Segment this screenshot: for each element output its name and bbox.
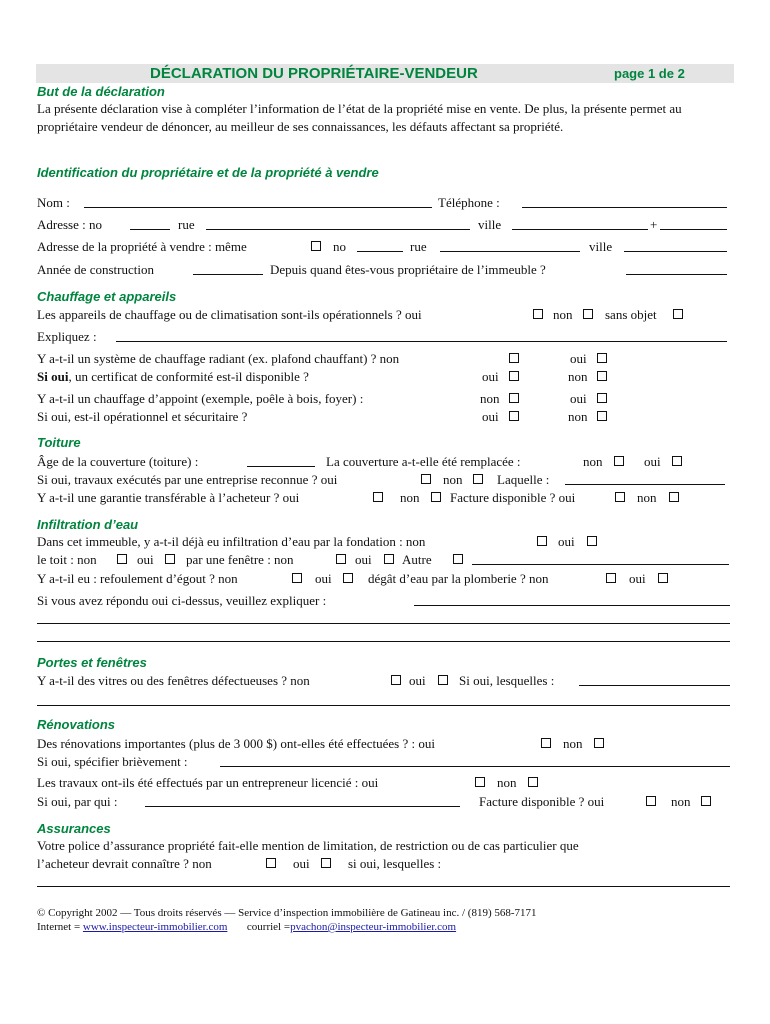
- toiture-facture-non-checkbox[interactable]: [669, 492, 679, 502]
- expliquez-field[interactable]: [116, 341, 727, 342]
- telephone-field[interactable]: [522, 207, 727, 208]
- chauffage-q5-oui-label: oui: [482, 409, 499, 424]
- infiltration-autre-checkbox[interactable]: [453, 554, 463, 564]
- assurances-non-checkbox[interactable]: [266, 858, 276, 868]
- expliquez-label: Expliquez :: [37, 329, 97, 344]
- infiltration-fondation-oui-checkbox[interactable]: [587, 536, 597, 546]
- annee-label: Année de construction: [37, 262, 154, 277]
- propriete-no-field[interactable]: [357, 251, 403, 252]
- chauffage-q2-non-checkbox[interactable]: [509, 353, 519, 363]
- infiltration-autre-field[interactable]: [472, 564, 729, 565]
- toiture-travaux-non-label: non: [443, 472, 463, 487]
- portes-lesquelles-line-2[interactable]: [37, 705, 730, 706]
- chauffage-q5-non-label: non: [568, 409, 588, 424]
- rue-field[interactable]: [206, 229, 470, 230]
- infiltration-toit-oui-label: oui: [137, 552, 154, 567]
- renovations-licencie-non-label: non: [497, 775, 517, 790]
- portes-q1: Y a-t-il des vitres ou des fenêtres défectueuses ? non: [37, 673, 310, 688]
- infiltration-fenetre-oui-label: oui: [355, 552, 372, 567]
- infiltration-autre-label: Autre: [402, 552, 432, 567]
- assurances-oui-checkbox[interactable]: [321, 858, 331, 868]
- infiltration-expliquer-label: Si vous avez répondu oui ci-dessus, veuillez expliquer :: [37, 593, 327, 608]
- section-heading-chauffage: Chauffage et appareils: [37, 289, 177, 304]
- renovations-q1: Des rénovations importantes (plus de 3 000 $) ont-elles été effectuées ? : oui: [37, 736, 435, 751]
- infiltration-fenetre-non-checkbox[interactable]: [336, 554, 346, 564]
- infiltration-degat-oui-checkbox[interactable]: [658, 573, 668, 583]
- renovations-licencie-label: Les travaux ont-ils été effectués par un entrepreneur licencié : oui: [37, 775, 379, 790]
- renovations-facture-label: Facture disponible ? oui: [479, 794, 605, 809]
- infiltration-expliquer-line-3[interactable]: [37, 641, 730, 642]
- toiture-laquelle-label: Laquelle :: [497, 472, 550, 487]
- infiltration-degat-oui-label: oui: [629, 571, 646, 586]
- assurances-text-1: Votre police d’assurance propriété fait-elle mention de limitation, de restriction ou de cas particulier que: [37, 838, 579, 853]
- renovations-oui-checkbox[interactable]: [541, 738, 551, 748]
- chauffage-q5-non-checkbox[interactable]: [597, 411, 607, 421]
- toiture-garantie-non-label: non: [400, 490, 420, 505]
- footer-courriel-label: courriel =: [246, 921, 291, 933]
- adresse-no-label: Adresse : no: [37, 217, 102, 232]
- portes-lesquelles-label: Si oui, lesquelles :: [459, 673, 555, 688]
- propriete-ville-label: ville: [589, 239, 613, 254]
- toiture-travaux-oui-checkbox[interactable]: [421, 474, 431, 484]
- adresse-propriete-label: Adresse de la propriété à vendre : même: [37, 239, 247, 254]
- footer-internet-label: Internet =: [37, 921, 81, 933]
- chauffage-q1-sans-objet-label: sans objet: [605, 307, 657, 322]
- toiture-remplacee-non-checkbox[interactable]: [614, 456, 624, 466]
- renovations-facture-oui-checkbox[interactable]: [646, 796, 656, 806]
- toiture-laquelle-field[interactable]: [565, 484, 725, 485]
- ville-label: ville: [478, 217, 502, 232]
- footer-contact: [37, 920, 456, 934]
- chauffage-q1-sans-objet-checkbox[interactable]: [673, 309, 683, 319]
- depuis-field[interactable]: [626, 274, 727, 275]
- assurances-oui-label: oui: [293, 856, 310, 871]
- section-heading-infiltration: Infiltration d’eau: [37, 517, 139, 532]
- chauffage-q1-non-label: non: [553, 307, 573, 322]
- renovations-specifier-label: Si oui, spécifier brièvement :: [37, 754, 188, 769]
- toiture-remplacee-oui-checkbox[interactable]: [672, 456, 682, 466]
- toiture-facture-non-label: non: [637, 490, 657, 505]
- section-heading-renovations: Rénovations: [37, 717, 116, 732]
- chauffage-q4-oui-label: oui: [570, 391, 587, 406]
- email-link[interactable]: pvachon@inspecteur-immobilier.com: [290, 921, 457, 933]
- ville-field[interactable]: [512, 229, 648, 230]
- infiltration-degat-label: dégât d’eau par la plomberie ? non: [368, 571, 549, 586]
- chauffage-q3-oui-label: oui: [482, 369, 499, 384]
- infiltration-expliquer-line-2[interactable]: [37, 623, 730, 624]
- assurances-lesquelles-label: si oui, lesquelles :: [348, 856, 442, 871]
- chauffage-q5-oui-checkbox[interactable]: [509, 411, 519, 421]
- propriete-no-label: no: [333, 239, 346, 254]
- infiltration-refoulement-label: Y a-t-il eu : refoulement d’égout ? non: [37, 571, 238, 586]
- chauffage-q5: Si oui, est-il opérationnel et sécuritaire ?: [37, 409, 248, 424]
- chauffage-q3-si-oui: Si oui: [37, 369, 69, 384]
- section-heading-purpose: But de la déclaration: [37, 84, 165, 99]
- chauffage-q3-oui-checkbox[interactable]: [509, 371, 519, 381]
- chauffage-q3-text: , un certificat de conformité est-il disponible ?: [68, 369, 309, 384]
- toiture-garantie-label: Y a-t-il une garantie transférable à l’acheteur ? oui: [37, 490, 300, 505]
- infiltration-degat-non-checkbox[interactable]: [606, 573, 616, 583]
- section-heading-portes: Portes et fenêtres: [37, 655, 147, 670]
- purpose-text: La présente déclaration vise à compléter l’information de l’état de la propriété mise en vente. De plus, la présente permet au propriétaire vendeur de dénoncer, au meilleur de ses connaissances, les défauts affectant sa propriété.: [37, 101, 682, 134]
- infiltration-refoulement-non-checkbox[interactable]: [292, 573, 302, 583]
- toiture-remplacee-oui-label: oui: [644, 454, 661, 469]
- chauffage-q1-oui-checkbox[interactable]: [533, 309, 543, 319]
- annee-field[interactable]: [193, 274, 263, 275]
- toiture-age-field[interactable]: [247, 466, 315, 467]
- toiture-garantie-non-checkbox[interactable]: [431, 492, 441, 502]
- code-field[interactable]: [660, 229, 727, 230]
- portes-lesquelles-field[interactable]: [579, 685, 730, 686]
- renovations-licencie-non-checkbox[interactable]: [528, 777, 538, 787]
- renovations-non-label: non: [563, 736, 583, 751]
- rue-label: rue: [178, 217, 195, 232]
- renovations-specifier-field[interactable]: [220, 766, 730, 767]
- chauffage-q2-oui-checkbox[interactable]: [597, 353, 607, 363]
- website-link[interactable]: www.inspecteur-immobilier.com: [82, 921, 228, 933]
- chauffage-q4-oui-checkbox[interactable]: [597, 393, 607, 403]
- assurances-lesquelles-field[interactable]: [37, 886, 730, 887]
- infiltration-toit-label: le toit : non: [37, 552, 97, 567]
- renovations-licencie-oui-checkbox[interactable]: [475, 777, 485, 787]
- plus-label: +: [650, 217, 658, 232]
- infiltration-fenetre-label: par une fenêtre : non: [186, 552, 294, 567]
- renovations-non-checkbox[interactable]: [594, 738, 604, 748]
- footer-copyright: © Copyright 2002 — Tous droits réservés — Service d’inspection immobilière de Gatineau inc. / (819) 568-7171: [37, 907, 537, 919]
- section-heading-identification: Identification du propriétaire et de la propriété à vendre: [37, 165, 379, 180]
- page-number: page 1 de 2: [614, 66, 685, 81]
- infiltration-toit-oui-checkbox[interactable]: [165, 554, 175, 564]
- chauffage-q3: [37, 368, 309, 386]
- toiture-travaux-non-checkbox[interactable]: [473, 474, 483, 484]
- infiltration-toit-non-checkbox[interactable]: [117, 554, 127, 564]
- infiltration-fenetre-oui-checkbox[interactable]: [384, 554, 394, 564]
- telephone-label: Téléphone :: [438, 195, 500, 210]
- infiltration-refoulement-oui-checkbox[interactable]: [343, 573, 353, 583]
- chauffage-q1-non-checkbox[interactable]: [583, 309, 593, 319]
- adresse-no-field[interactable]: [130, 229, 170, 230]
- chauffage-q1: Les appareils de chauffage ou de climatisation sont-ils opérationnels ? oui: [37, 307, 422, 322]
- infiltration-expliquer-field[interactable]: [414, 605, 730, 606]
- toiture-remplacee-label: La couverture a-t-elle été remplacée :: [326, 454, 521, 469]
- renovations-facture-non-label: non: [671, 794, 691, 809]
- infiltration-fondation-oui-label: oui: [558, 534, 575, 549]
- chauffage-q2-oui-label: oui: [570, 351, 587, 366]
- meme-checkbox[interactable]: [311, 241, 321, 251]
- chauffage-q4: Y a-t-il un chauffage d’appoint (exemple, poêle à bois, foyer) :: [37, 391, 364, 406]
- infiltration-fondation-non-checkbox[interactable]: [537, 536, 547, 546]
- toiture-facture-label: Facture disponible ? oui: [450, 490, 576, 505]
- chauffage-q4-non-label: non: [480, 391, 500, 406]
- depuis-label: Depuis quand êtes-vous propriétaire de l’immeuble ?: [270, 262, 546, 277]
- propriete-rue-field[interactable]: [440, 251, 580, 252]
- chauffage-q2: Y a-t-il un système de chauffage radiant (ex. plafond chauffant) ? non: [37, 351, 400, 366]
- chauffage-q3-non-checkbox[interactable]: [597, 371, 607, 381]
- toiture-facture-oui-checkbox[interactable]: [615, 492, 625, 502]
- propriete-rue-label: rue: [410, 239, 427, 254]
- toiture-travaux-label: Si oui, travaux exécutés par une entreprise reconnue ? oui: [37, 472, 338, 487]
- toiture-remplacee-non-label: non: [583, 454, 603, 469]
- propriete-ville-field[interactable]: [624, 251, 727, 252]
- toiture-garantie-oui-checkbox[interactable]: [373, 492, 383, 502]
- section-heading-assurances: Assurances: [37, 821, 111, 836]
- portes-non-checkbox[interactable]: [391, 675, 401, 685]
- portes-oui-label: oui: [409, 673, 426, 688]
- page-title: DÉCLARATION DU PROPRIÉTAIRE-VENDEUR: [150, 65, 478, 82]
- chauffage-q4-non-checkbox[interactable]: [509, 393, 519, 403]
- section-heading-toiture: Toiture: [37, 435, 81, 450]
- renovations-par-qui-label: Si oui, par qui :: [37, 794, 118, 809]
- nom-field[interactable]: [84, 207, 432, 208]
- portes-oui-checkbox[interactable]: [438, 675, 448, 685]
- toiture-age-label: Âge de la couverture (toiture) :: [37, 454, 199, 469]
- nom-label: Nom :: [37, 195, 70, 210]
- chauffage-q3-non-label: non: [568, 369, 588, 384]
- infiltration-refoulement-oui-label: oui: [315, 571, 332, 586]
- renovations-facture-non-checkbox[interactable]: [701, 796, 711, 806]
- infiltration-q1: Dans cet immeuble, y a-t-il déjà eu infiltration d’eau par la fondation : non: [37, 534, 426, 549]
- renovations-par-qui-field[interactable]: [145, 806, 460, 807]
- assurances-text-2: l’acheteur devrait connaître ? non: [37, 856, 212, 871]
